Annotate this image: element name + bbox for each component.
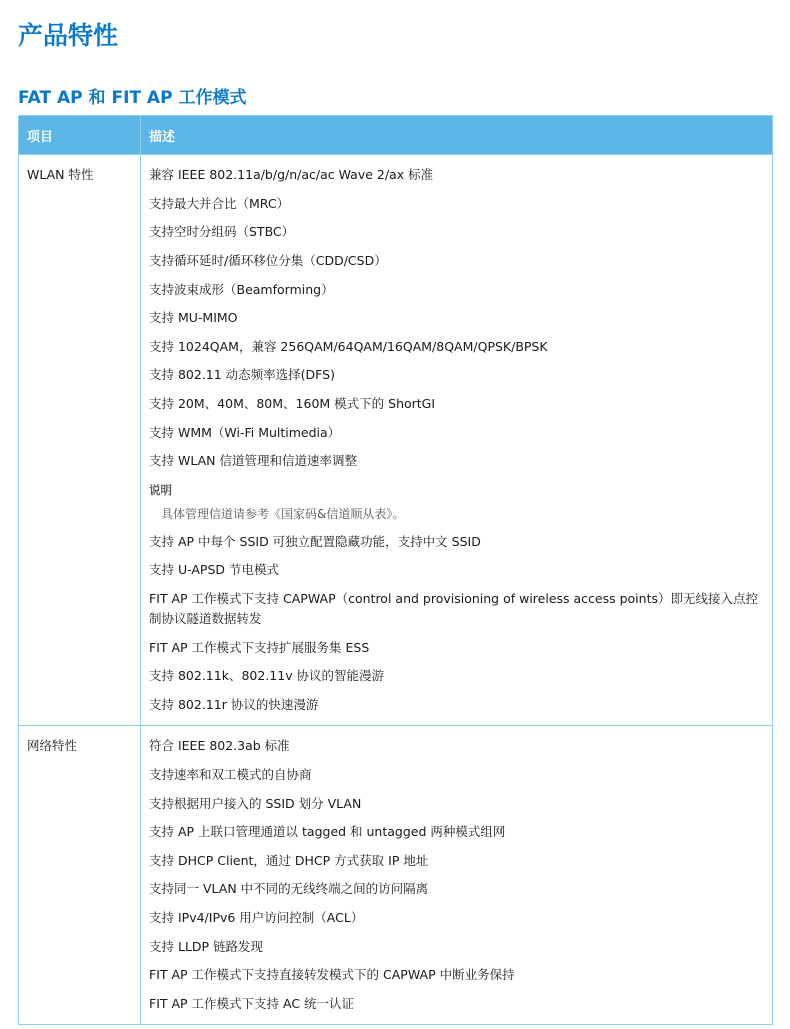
page-title: 产品特性	[18, 21, 119, 50]
list-item: 支持波束成形（Beamforming）	[149, 281, 334, 297]
list-item: 支持 U-APSD 节电模式	[149, 562, 279, 578]
header-desc: 描述	[141, 116, 773, 155]
list-item: 支持 LLDP 链路发现	[149, 938, 264, 954]
list-item: 支持 802.11 动态频率选择(DFS)	[149, 367, 335, 383]
list-item: 支持 AP 上联口管理通道以 tagged 和 untagged 两种模式组网	[149, 824, 506, 840]
list-item: FIT AP 工作模式下支持直接转发模式下的 CAPWAP 中断业务保持	[149, 967, 515, 983]
list-item: 支持 20M、40M、80M、160M 模式下的 ShortGI	[149, 396, 436, 412]
row-desc	[141, 155, 773, 726]
list-item: 支持 WLAN 信道管理和信道速率调整	[149, 453, 357, 469]
list-item: 支持最大并合比（MRC）	[149, 195, 290, 211]
row-desc	[141, 726, 773, 1025]
list-item: 支持 802.11r 协议的快速漫游	[149, 696, 319, 712]
list-item: 支持 DHCP Client，通过 DHCP 方式获取 IP 地址	[149, 852, 429, 868]
list-item: 支持 MU-MIMO	[149, 310, 238, 326]
note-text: 具体管理信道请参考《国家码&信道顺从表》。	[161, 506, 405, 521]
table-row-wlan	[19, 155, 773, 726]
row-label: 网络特性	[19, 726, 141, 1025]
section-title: FAT AP 和 FIT AP 工作模式	[18, 88, 247, 108]
list-item: 支持 802.11k、802.11v 协议的智能漫游	[149, 668, 385, 684]
list-item: 兼容 IEEE 802.11a/b/g/n/ac/ac Wave 2/ax 标准	[149, 167, 434, 183]
list-item: 支持 AP 中每个 SSID 可独立配置隐藏功能，支持中文 SSID	[149, 533, 481, 549]
list-item: FIT AP 工作模式下支持 CAPWAP（control and provisioning of wireless access points）即无线接入点控制协议隧道数据转发	[149, 591, 758, 627]
list-item: 支持 WMM（Wi-Fi Multimedia）	[149, 424, 341, 440]
list-item: 支持循环延时/循环移位分集（CDD/CSD）	[149, 253, 387, 269]
note-heading: 说明	[149, 482, 172, 497]
list-item: 符合 IEEE 802.3ab 标准	[149, 738, 290, 754]
list-item: 支持 IPv4/IPv6 用户访问控制（ACL）	[149, 909, 364, 925]
row-label: WLAN 特性	[19, 155, 141, 726]
list-item: FIT AP 工作模式下支持扩展服务集 ESS	[149, 639, 370, 655]
feature-table	[18, 115, 773, 1025]
list-item: 支持速率和双工模式的自协商	[149, 766, 312, 782]
table-row-network	[19, 726, 773, 1025]
list-item: FIT AP 工作模式下支持 AC 统一认证	[149, 995, 355, 1011]
list-item: 支持根据用户接入的 SSID 划分 VLAN	[149, 795, 362, 811]
list-item: 支持同一 VLAN 中不同的无线终端之间的访问隔离	[149, 881, 429, 897]
list-item: 支持 1024QAM，兼容 256QAM/64QAM/16QAM/8QAM/QPSK/BPSK	[149, 338, 548, 354]
header-item: 项目	[19, 116, 141, 155]
list-item: 支持空时分组码（STBC）	[149, 224, 295, 240]
